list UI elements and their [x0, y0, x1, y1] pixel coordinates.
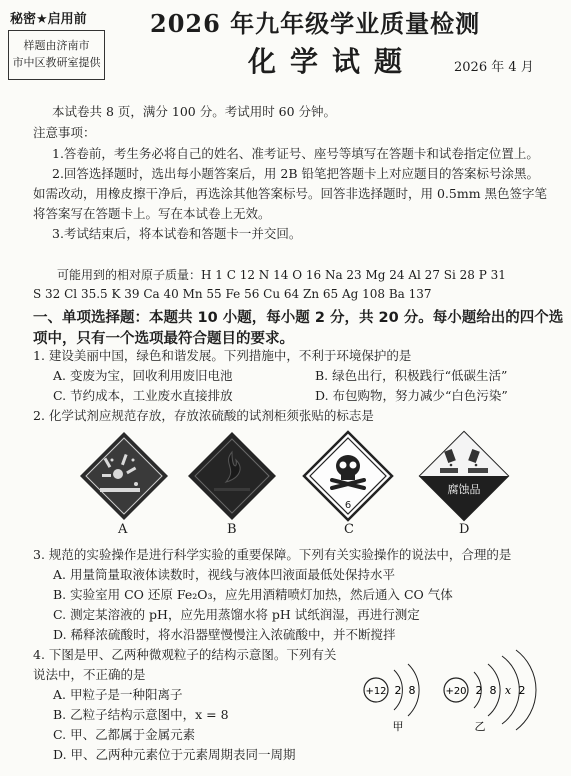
q4-option-c: C. 甲、乙都属于金属元素 [53, 727, 196, 742]
q4-option-a: A. 甲粒子是一种阳离子 [53, 687, 183, 702]
note-3: 3.考试结束后，将本试卷和答题卡一并交回。 [52, 226, 302, 241]
toxic-sign-number: 6 [344, 500, 352, 511]
q2-label-c: C [344, 522, 354, 537]
yi-shell-3: x [504, 684, 512, 697]
atomic-masses-line-2: S 32 Cl 35.5 K 39 Ca 40 Mn 55 Fe 56 Cu 64 Zn 65 Ag 108 Ba 137 [33, 287, 432, 301]
q1-option-d: D. 布包购物，努力减少“白色污染” [315, 388, 508, 403]
section-1-title-cont: 项中，只有一个选项最符合题目的要求。 [33, 331, 294, 347]
note-2-cont-2: 将答案写在答题卡上。写在本试卷上无效。 [33, 206, 271, 221]
particle-yi-diagram [436, 630, 556, 732]
q3-option-a: A. 用量筒量取液体读数时，视线与液体凹液面最低处保持水平 [53, 567, 395, 582]
q2-label-d: D [459, 522, 470, 537]
q3-option-b: B. 实验室用 CO 还原 Fe₂O₃，应先用酒精喷灯加热，然后通入 CO 气体 [53, 587, 453, 602]
particle-jia-diagram [358, 640, 438, 732]
note-1: 1.答卷前，考生务必将自己的姓名、准考证号、座号等填写在答题卡和试卷指定位置上。 [52, 146, 539, 161]
corrosive-sign-d [418, 430, 510, 522]
q4-stem: 4. 下图是甲、乙两种微观粒子的结构示意图。下列有关 [33, 647, 337, 662]
exam-title: 2026 年九年级学业质量检测 [150, 9, 481, 38]
note-2-cont: 如需改动，用橡皮擦干净后，再选涂其他答案标号。回答非选择题时，用 0.5mm 黑色签字笔 [33, 186, 548, 201]
exam-subject: 化学试题 [248, 45, 417, 78]
q2-label-b: B [227, 522, 237, 537]
yi-shell-4: 2 [518, 684, 526, 697]
jia-shell-1: 2 [394, 684, 402, 697]
corrosive-sign-text: 腐蚀品 [447, 483, 481, 496]
q1-stem: 1. 建设美丽中国，绿色和谐发展。下列措施中，不利于环境保护的是 [33, 348, 412, 363]
jia-label: 甲 [392, 720, 404, 732]
notes-heading: 注意事项： [33, 125, 96, 140]
provider-line-1: 样题由济南市 [23, 39, 90, 52]
q4-stem-cont: 说法中，不正确的是 [33, 667, 146, 682]
exam-date: 2026 年 4 月 [454, 60, 534, 75]
explosive-sign-a [78, 430, 170, 522]
q3-option-c: C. 测定某溶液的 pH，应先用蒸馏水将 pH 试纸润湿，再进行测定 [53, 607, 420, 622]
q4-option-d: D. 甲、乙两种元素位于元素周期表同一周期 [53, 747, 296, 762]
provider-box [8, 30, 105, 80]
q1-option-c: C. 节约成本，工业废水直接排放 [53, 388, 233, 403]
atomic-masses-line-1: 可能用到的相对原子质量：H 1 C 12 N 14 O 16 Na 23 Mg 24 Al 27 Si 28 P 31 [57, 268, 506, 282]
q2-stem: 2. 化学试剂应规范存放，存放浓硫酸的试剂柜须张贴的标志是 [33, 408, 374, 423]
yi-nucleus: +20 [445, 686, 467, 697]
q1-option-b: B. 绿色出行，积极践行“低碳生活” [315, 368, 508, 383]
secret-label: 秘密★启用前 [10, 12, 87, 27]
q2-label-a: A [118, 522, 128, 537]
toxic-sign-c [302, 430, 394, 522]
q1-option-a: A. 变废为宝，回收利用废旧电池 [53, 368, 233, 383]
note-2: 2.回答选择题时，选出每小题答案后，用 2B 铅笔把答题卡上对应题目的答案标号涂黑。 [52, 166, 540, 181]
q3-stem: 3. 规范的实验操作是进行科学实验的重要保障。下列有关实验操作的说法中，合理的是 [33, 547, 512, 562]
provider-line-2: 市中区教研室提供 [12, 56, 101, 69]
yi-shell-1: 2 [475, 684, 483, 697]
yi-shell-2: 8 [489, 684, 497, 697]
jia-shell-2: 8 [408, 684, 416, 697]
q4-option-b: B. 乙粒子结构示意图中，x = 8 [53, 707, 229, 722]
yi-label: 乙 [474, 720, 486, 732]
jia-nucleus: +12 [365, 686, 387, 697]
intro-line: 本试卷共 8 页，满分 100 分。考试用时 60 分钟。 [52, 104, 337, 119]
section-1-title: 一、单项选择题：本题共 10 小题，每小题 2 分，共 20 分。每小题给出的四个选 [33, 310, 564, 326]
q3-option-d: D. 稀释浓硫酸时，将水沿器壁慢慢注入浓硫酸中，并不断搅拌 [53, 627, 396, 642]
flammable-sign-b [186, 430, 278, 522]
